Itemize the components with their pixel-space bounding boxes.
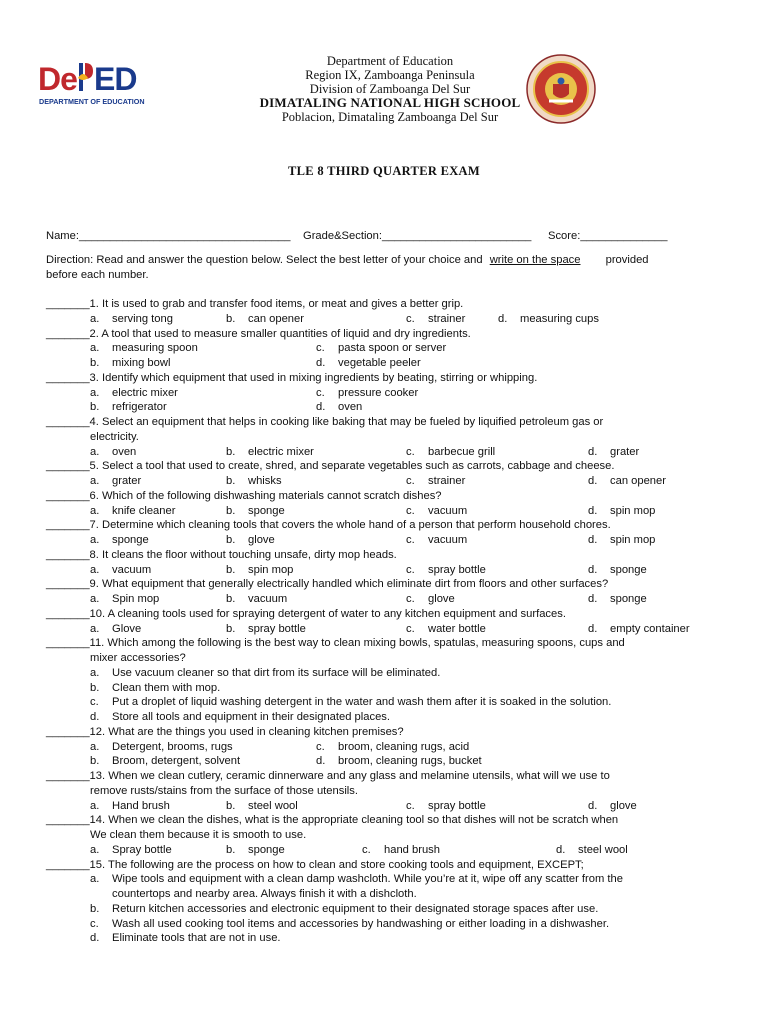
header-division: Division of Zamboanga Del Sur (309, 82, 471, 96)
score-field[interactable]: Score:______________ (548, 230, 668, 242)
direction-provided: provided (605, 254, 649, 266)
option-text: glove (428, 593, 455, 605)
option (90, 695, 611, 710)
question-text-cont: electricity. (90, 430, 139, 443)
option (588, 622, 690, 637)
option (226, 799, 298, 814)
option (226, 312, 304, 327)
option-text: vacuum (428, 534, 468, 546)
deped-logo (38, 60, 156, 108)
option-letter: d. (588, 593, 598, 605)
option (316, 356, 421, 371)
option (226, 445, 314, 460)
option-letter: a. (90, 563, 100, 576)
header-address: Poblacion, Dimataling Zamboanga Del Sur (281, 110, 499, 124)
option (406, 533, 467, 548)
option-text: water bottle (428, 622, 486, 635)
option (90, 400, 167, 415)
option-text: Detergent, brooms, rugs (112, 740, 233, 753)
option-text: sponge (112, 534, 149, 546)
option-text: knife cleaner (112, 504, 176, 517)
option-letter: a. (90, 799, 100, 812)
option-letter: c. (406, 475, 415, 487)
question-text: _______5. Select a tool that used to create, shred, and separate vegetables such as carrots, cabbage and cheese. (46, 460, 615, 473)
option-letter: c. (406, 504, 415, 517)
option-letter: a. (90, 666, 100, 679)
option (90, 474, 141, 489)
question-text: _______7. Determine which cleaning tools that covers the whole hand of a person that perform household chores. (46, 519, 611, 532)
option (406, 563, 486, 578)
option-text: spray bottle (248, 622, 306, 635)
option-letter: d. (316, 755, 326, 768)
option-text: spray bottle (428, 563, 486, 576)
option-text: vegetable peeler (338, 357, 421, 369)
option (90, 504, 175, 519)
option-text: sponge (248, 504, 285, 517)
question-text: _______14. When we clean the dishes, what is the appropriate cleaning tool so that dishes will not be scratch when (46, 814, 619, 827)
option-text: spray bottle (428, 799, 486, 812)
option-text: Spray bottle (112, 843, 172, 856)
option (90, 341, 198, 356)
option-text: grater (610, 445, 640, 458)
option (406, 445, 495, 460)
option (406, 799, 486, 814)
option-letter: d. (498, 312, 508, 325)
question-text-cont: We clean them because it is smooth to use. (90, 829, 307, 841)
option (588, 445, 639, 460)
option-letter: d. (588, 622, 598, 635)
option (90, 887, 417, 902)
option-text: Glove (112, 622, 142, 635)
option-letter: a. (90, 843, 100, 856)
option (90, 843, 172, 858)
option-text: Eliminate tools that are not in use. (112, 932, 281, 945)
option-letter: c. (406, 622, 415, 635)
option-text: hand brush (384, 843, 440, 856)
option (90, 799, 170, 814)
option (90, 666, 440, 681)
option (90, 754, 240, 769)
option-text: broom, cleaning rugs, acid (338, 740, 470, 753)
option (90, 740, 233, 755)
option (588, 592, 647, 607)
grade-section-field[interactable]: Grade&Section:________________________ (303, 230, 532, 242)
question-text: _______8. It cleans the floor without touching unsafe, dirty mop heads. (46, 548, 397, 561)
option-text: broom, cleaning rugs, bucket (338, 755, 482, 768)
option-letter: b. (90, 902, 100, 915)
option (90, 917, 609, 932)
option-text: pasta spoon or server (338, 342, 447, 355)
question-text: _______11. Which among the following is the best way to clean mixing bowls, spatulas, measuring spoons, cups and (46, 637, 625, 650)
question-text-cont: remove rusts/stains from the surface of those utensils. (90, 784, 358, 797)
header-school: DIMATALING NATIONAL HIGH SCHOOL (259, 95, 521, 110)
option (226, 474, 282, 489)
option-text: Clean them with mop. (112, 681, 221, 694)
option-letter: a. (90, 312, 100, 325)
option (90, 386, 178, 401)
option (406, 622, 486, 637)
question-text-cont: mixer accessories? (90, 652, 186, 664)
deped-subtext: DEPARTMENT OF EDUCATION (39, 97, 145, 106)
option-text: grater (112, 475, 142, 487)
option (588, 799, 637, 814)
option-letter: b. (90, 681, 100, 694)
option-text: sponge (610, 563, 647, 576)
option-text: Return kitchen accessories and electronic equipment to their designated storage spaces after use. (112, 902, 599, 915)
option-letter: b. (226, 504, 236, 517)
option-text: strainer (428, 312, 466, 325)
option-letter: c. (90, 917, 99, 930)
option-letter: b. (226, 622, 236, 635)
option (406, 592, 455, 607)
option (226, 592, 287, 607)
option (316, 341, 446, 356)
option-letter: d. (588, 504, 598, 517)
question-text: _______9. What equipment that generally electrically handled which eliminate dirt from floors and other surfaces? (46, 578, 609, 591)
option-letter: b. (226, 534, 236, 546)
option (406, 474, 465, 489)
option-letter: b. (90, 401, 100, 414)
svg-text:ED: ED (94, 61, 137, 97)
option-text: Put a droplet of liquid washing detergent in the water and wash them after it is soaked in the solution. (112, 696, 612, 709)
option-text: Hand brush (112, 799, 170, 812)
question-text: _______2. A tool that used to measure smaller quantities of liquid and dry ingredients. (46, 327, 471, 340)
exam-title: TLE 8 THIRD QUARTER EXAM (288, 164, 480, 178)
option-letter: b. (226, 593, 236, 605)
option (316, 740, 469, 755)
option-text: can opener (610, 475, 666, 487)
option-text: sponge (610, 593, 647, 605)
option-text: spin mop (610, 534, 656, 546)
option (498, 312, 599, 327)
option-letter: b. (226, 312, 236, 325)
option-letter: b. (226, 475, 236, 487)
option-letter: b. (90, 357, 100, 369)
option-text: measuring cups (520, 312, 599, 325)
option (226, 843, 285, 858)
option (90, 872, 623, 887)
option-letter: a. (90, 534, 100, 546)
option-text: oven (338, 401, 363, 414)
option (556, 843, 628, 858)
option (226, 533, 275, 548)
option (226, 622, 306, 637)
option-text: steel wool (248, 799, 298, 812)
option-letter: c. (406, 593, 415, 605)
option-letter: a. (90, 475, 100, 487)
question-text: _______13. When we clean cutlery, ceramic dinnerware and any glass and melamine utensils, what will we use to (46, 770, 610, 782)
option-letter: d. (316, 357, 326, 369)
option (406, 504, 467, 519)
option-text: countertops and nearby area. Always finish it with a dishcloth. (112, 888, 417, 900)
option-text: Store all tools and equipment in their designated places. (112, 711, 390, 723)
option-text: vacuum (428, 504, 468, 517)
option-letter: c. (316, 386, 325, 399)
option (316, 386, 418, 401)
question-text: _______12. What are the things you used in cleaning kitchen premises? (46, 725, 404, 738)
option-text: barbecue grill (428, 445, 496, 458)
option-text: measuring spoon (112, 342, 198, 355)
option (588, 563, 647, 578)
header-department: Department of Education (326, 54, 454, 68)
direction-underlined: write on the space (489, 254, 581, 266)
option-letter: c. (316, 740, 325, 753)
option-letter: c. (406, 799, 415, 812)
option-letter: c. (406, 563, 415, 576)
option-text: Wash all used cooking tool items and accessories by handwashing or either loading in a dishwasher. (112, 917, 610, 930)
option (90, 592, 159, 607)
option (90, 681, 220, 696)
option (90, 445, 136, 460)
option-text: pressure cooker (338, 386, 419, 399)
svg-text:De: De (38, 61, 77, 97)
option-text: sponge (248, 843, 285, 856)
option-letter: c. (406, 445, 415, 458)
direction-line2: before each number. (46, 269, 149, 281)
option-text: serving tong (112, 312, 173, 325)
option-letter: d. (90, 932, 100, 945)
option-letter: b. (226, 799, 236, 812)
option-text: Use vacuum cleaner so that dirt from its surface will be eliminated. (112, 666, 441, 679)
option-text: electric mixer (248, 445, 314, 458)
option-text: spin mop (248, 563, 294, 576)
option-letter: d. (556, 843, 566, 856)
option (90, 622, 141, 637)
option (362, 843, 440, 858)
option-letter: a. (90, 873, 100, 886)
option (90, 356, 170, 371)
option-text: vacuum (248, 593, 288, 605)
option-letter: d. (588, 445, 598, 458)
option-text: vacuum (112, 563, 152, 576)
name-field[interactable]: Name:__________________________________ (46, 230, 291, 242)
option-letter: d. (588, 534, 598, 546)
option-letter: b. (226, 563, 236, 576)
direction-line1 (46, 253, 649, 268)
option-letter: d. (588, 475, 598, 487)
option (406, 312, 465, 327)
option-letter: d. (588, 563, 598, 576)
option-letter: a. (90, 740, 100, 753)
question-text: _______4. Select an equipment that helps in cooking like baking that may be fueled by liquified petroleum gas or (46, 416, 604, 428)
option (226, 563, 293, 578)
header-region: Region IX, Zamboanga Peninsula (305, 68, 475, 82)
option-letter: b. (90, 755, 100, 768)
option-letter: a. (90, 504, 100, 517)
option-letter: a. (90, 593, 100, 605)
option-text: strainer (428, 475, 466, 487)
option (90, 533, 149, 548)
option (226, 504, 285, 519)
option-text: can opener (248, 312, 304, 325)
option (588, 504, 655, 519)
option-letter: a. (90, 386, 100, 399)
option-text: Spin mop (112, 593, 160, 605)
option-letter: d. (316, 401, 326, 414)
option-letter: c. (316, 342, 325, 355)
option (90, 563, 151, 578)
option-letter: a. (90, 342, 100, 355)
option (316, 754, 482, 769)
option-text: Broom, detergent, solvent (112, 755, 241, 768)
option-text: empty container (610, 622, 690, 635)
option-letter: a. (90, 622, 100, 635)
question-text: _______3. Identify which equipment that used in mixing ingredients by beating, stirring or whipping. (46, 371, 538, 384)
option-text: whisks (248, 475, 282, 487)
option-letter: b. (226, 843, 236, 856)
option-letter: c. (90, 696, 99, 709)
option (90, 710, 390, 725)
option-letter: c. (362, 843, 371, 856)
question-text: _______1. It is used to grab and transfer food items, or meat and gives a better grip. (46, 298, 464, 310)
option-text: glove (248, 534, 275, 546)
option-text: oven (112, 445, 137, 458)
option (90, 312, 173, 327)
option (90, 931, 281, 946)
option-text: electric mixer (112, 386, 178, 399)
option-letter: d. (90, 711, 100, 723)
option-text: spin mop (610, 504, 656, 517)
option (588, 474, 666, 489)
option-letter: c. (406, 534, 415, 546)
option-text: Wipe tools and equipment with a clean damp washcloth. While you’re at it, wipe off any scatter from the (112, 873, 623, 886)
question-text: _______10. A cleaning tools used for spraying detergent of water to any kitchen equipment and surfaces. (46, 607, 566, 620)
option (588, 533, 655, 548)
option-letter: a. (90, 445, 100, 458)
question-text: _______15. The following are the process on how to clean and store cooking tools and equipment, EXCEPT; (46, 858, 584, 871)
option-text: glove (610, 799, 637, 812)
option (316, 400, 362, 415)
option-letter: b. (226, 445, 236, 458)
option-text: steel wool (578, 843, 628, 856)
option-text: refrigerator (112, 401, 167, 414)
option-letter: d. (588, 799, 598, 812)
option (90, 902, 598, 917)
direction-text: Direction: Read and answer the question below. Select the best letter of your choice and (46, 254, 483, 266)
question-text: _______6. Which of the following dishwashing materials cannot scratch dishes? (46, 489, 442, 502)
option-letter: c. (406, 312, 415, 325)
option-text: mixing bowl (112, 357, 171, 369)
